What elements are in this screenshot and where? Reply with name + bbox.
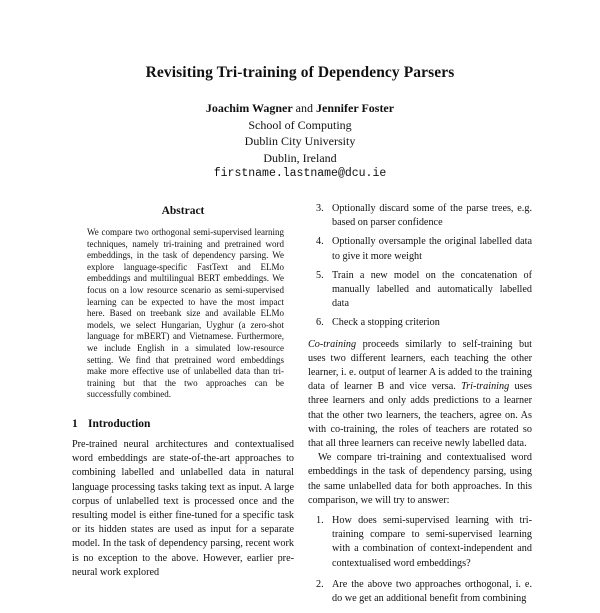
section-heading-introduction: [72, 418, 294, 430]
list-item: 3. Optionally discard some of the parse trees, e.g. based on parser confidence: [316, 203, 532, 229]
tritraining-term: Tri-training: [461, 381, 510, 393]
comparison-paragraph: We compare tri-training and contextualised word embeddings in the task of dependency parsing, using the same unlabelled data for both approaches. In this comparison, we will try to answer:: [308, 452, 532, 506]
affiliation-city: Dublin, Ireland: [263, 150, 337, 165]
affiliation-school: School of Computing: [248, 117, 352, 132]
right-column: [308, 202, 532, 613]
list-item: 6. Check a stopping criterion: [316, 317, 440, 329]
left-column: [72, 202, 294, 580]
author-1: Joachim Wagner: [205, 101, 293, 115]
author-2: Jennifer Foster: [316, 101, 395, 115]
list-item: 4. Optionally oversample the original labelled data to give it more weight: [316, 236, 532, 262]
abstract-text: We compare two orthogonal semi-supervised learning techniques, namely tri-training and pretrained word embeddings, in the task of dependency parsing. We explore language-specific FastText and ELMo embeddings and multilingual BERT embeddings. We focus on a low resource scenario as semi-supervised learning can be expected to have the most impact here. Based on treebank size and available ELMo models, we select Hungarian, Uyghur (a zero-shot language for mBERT) and Vietnamese. Furthermore, we include English in a simulated low-resource setting. We find that pretrained word embeddings make more effective use of unlabelled data than tri-training but that the two approaches can be successfully combined.: [87, 227, 284, 400]
cotraining-paragraph: Co-training proceeds similarly to self-training but uses two different learners, each teaching the other learner, i. e. output of learner A is added to the training data of learner B and vice versa. Tri-training uses three learners and only adds predictions to a learner that the other two learners, the teachers, agree on. As with co-training, the roles of teachers are rotated so that all three learners can receive newly labelled data.: [308, 338, 532, 450]
research-questions-list: [308, 514, 532, 606]
cotraining-term: Co-training: [308, 338, 357, 350]
author-names: [0, 100, 600, 117]
abstract-heading: Abstract: [161, 205, 205, 217]
author-block: [0, 100, 600, 183]
paper-title: Revisiting Tri-training of Dependency Parsers: [145, 64, 455, 81]
introduction-text: Pre-trained neural architectures and contextualised word embeddings are state-of-the-art approaches to combining labelled and unlabelled data in natural language processing tasks taking text as input. A large corpus of unlabelled text is processed once and the resulting model is either fine-tuned for a specific task or its hidden states are used as input for a separate model. In the task of dependency parsing, recent work is no exception to the above. However, earlier pre-neural work explored: [72, 438, 294, 578]
author-email: firstname.lastname@dcu.ie: [213, 167, 387, 180]
list-item: 2. Are the above two approaches orthogonal, i. e. do we get an additional benefit from combining: [316, 578, 532, 605]
author-conjunction: and: [295, 101, 313, 115]
tri-training-steps-list: [308, 202, 532, 331]
list-item: 1. How does semi-supervised learning with tri-training compare to semi-supervised learning with a combination of context-independent and contextualised word embeddings?: [316, 515, 532, 569]
list-item: 5. Train a new model on the concatenation of manually labelled and automatically labelled data: [316, 269, 532, 310]
section-number: 1: [72, 417, 78, 430]
section-title: Introduction: [88, 417, 151, 430]
affiliation-university: Dublin City University: [244, 134, 356, 148]
